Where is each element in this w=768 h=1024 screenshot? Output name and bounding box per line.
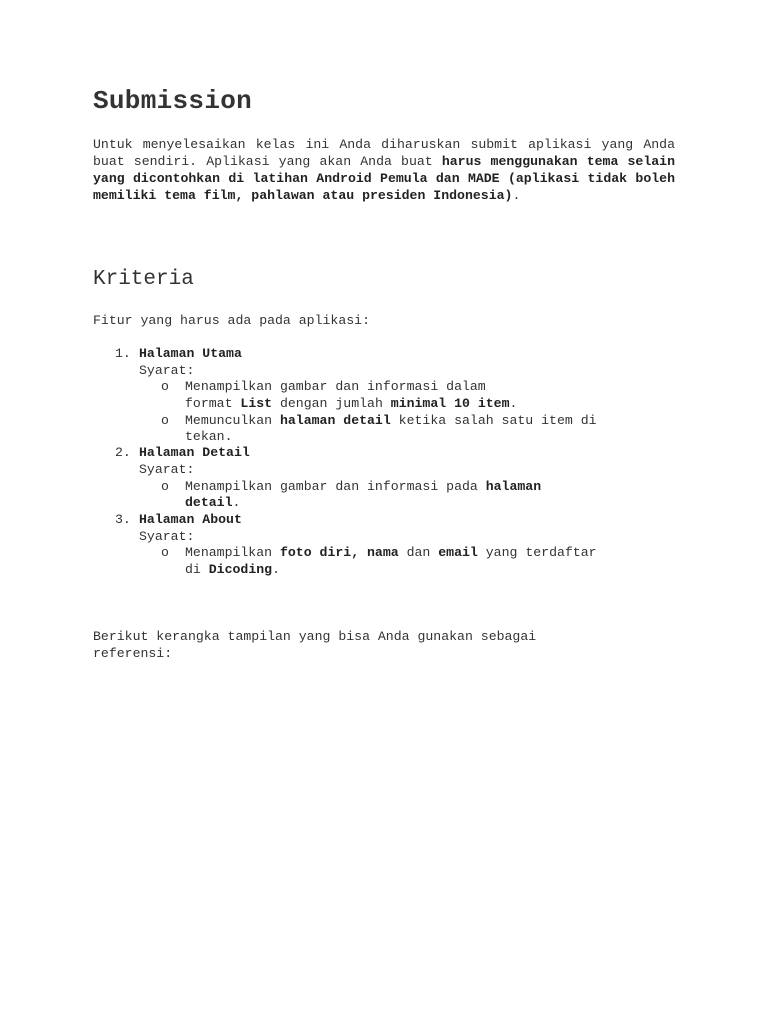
bullet-text: format List dengan jumlah minimal 10 item. <box>185 396 518 411</box>
intro-bold-text: harus menggunakan tema selain yang dicontohkan di latihan Android Pemula dan MADE (aplikasi tidak boleh memiliki tema film, pahlawan atau presiden Indonesia) <box>93 154 676 203</box>
bullet-marker: o <box>161 545 169 560</box>
syarat-label: Syarat: <box>139 462 195 477</box>
item-title: Halaman Utama <box>139 346 242 361</box>
item-number: 2. <box>115 445 131 460</box>
fitur-text: Fitur yang harus ada pada aplikasi: <box>93 313 370 328</box>
syarat-label: Syarat: <box>139 363 195 378</box>
bullet-text: Memunculkan halaman detail ketika salah satu item di <box>185 413 597 428</box>
bullet-text: tekan. <box>185 429 233 444</box>
syarat-label: Syarat: <box>139 529 195 544</box>
bullet-text: Menampilkan foto diri, nama dan email yang terdaftar <box>185 545 597 560</box>
item-number: 1. <box>115 346 131 361</box>
page-title: Submission <box>93 86 253 116</box>
bullet-text: di Dicoding. <box>185 562 280 577</box>
closing-text-line-1: Berikut kerangka tampilan yang bisa Anda gunakan sebagai <box>93 629 537 644</box>
bullet-marker: o <box>161 379 169 394</box>
bullet-marker: o <box>161 413 169 428</box>
item-title: Halaman Detail <box>139 445 250 460</box>
bullet-text: detail. <box>185 495 241 510</box>
bullet-marker: o <box>161 479 169 494</box>
kriteria-heading: Kriteria <box>93 268 194 291</box>
bullet-text: Menampilkan gambar dan informasi dalam <box>185 379 486 394</box>
bullet-text: Menampilkan gambar dan informasi pada halaman <box>185 479 542 494</box>
intro-normal-text: Untuk menyelesaikan kelas ini Anda diharuskan submit aplikasi yang Anda buat sendiri. Aplikasi yang akan Anda buat <box>93 137 675 169</box>
intro-paragraph <box>93 136 675 204</box>
item-title: Halaman About <box>139 512 242 527</box>
closing-text-line-2: referensi: <box>93 646 173 661</box>
item-number: 3. <box>115 512 131 527</box>
intro-end-text: . <box>512 188 521 203</box>
